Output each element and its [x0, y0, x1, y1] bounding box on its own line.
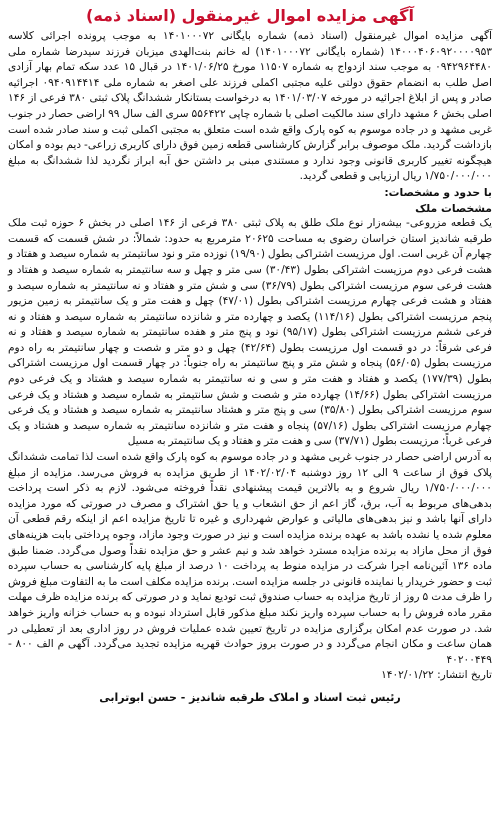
subheading-bounds: با حدود و مشخصات:	[384, 185, 492, 199]
notice-title: آگهی مزایده اموال غیرمنقول (اسناد ذمه)	[86, 6, 414, 25]
property-paragraph: یک قطعه مزروعی- بیشه‌زار نوع ملک طلق به پلاک ثبتی ۳۸۰ فرعی از ۱۴۶ اصلی در بخش ۶ حوزه ثبت ملک طرقبه شاندیز استان خراسان رضوی به مساحت ۲۰۶۲۵ مترمربع به حدود: شمالاً: در شش قسمت که قسمت چهارم آن غربی است. اول مرزیست اشتراکی بطول (۱۹/۹۰) نوزده متر و نود سانتیمتر به شماره سیصد و هفتاد و هشت فرعی دوم مرزیست اشتراکی بطول (۳۰/۴۳) سی متر و چهل و سه سانتیمتر به شماره سیصد و هفتاد و هشت فرعی سوم مرزیست اشتراکی بطول (۳۶/۷۹) سی و شش متر و هفتاد و نه سانتیمتر به شماره سیصد و هفتاد و هشت فرعی چهارم مرزیست اشتراکی بطول (۴۷/۰۱) چهل و هفت متر و یک سانتیمتر به زمین مزیور پنجم مرزیست اشتراکی بطول (۱۱۴/۱۶) یکصد و چهارده متر و شانزده سانتیمتر به شماره سیصد و هفتاد و نه فرعی ششم مرزیست اشتراکی بطول (۹۵/۱۷) نود و پنج متر و هفده سانتیمتر به شماره سیصد و هفتاد و نه فرعی شرقاً: در دو قسمت اول مرزیست بطول (۴۲/۶۴) چهل و دو متر و شصت و چهار سانتیمتر به راه دوم مرزیست بطول (۵۶/۰۵) پنجاه و شش متر و پنج سانتیمتر به راه جنوباً: در چهار قسمت اول مرزیست اشتراکی بطول (۱۷۷/۳۹) یکصد و هفتاد و هفت متر و سی و نه سانتیمتر به شماره سیصد و هشتاد و یک فرعی دوم مرزیست اشتراکی بطول (۱۴/۶۶) چهارده متر و شصت و شش سانتیمتر به شماره سیصد و هشتاد و یک فرعی سوم مرزیست اشتراکی بطول (۳۵/۸۰) سی و پنج متر و هشتاد سانتیمتر به شماره سیصد و هشتاد و یک فرعی چهارم مرزیست اشتراکی بطول (۵۷/۱۶) پنجاه و هفت متر و شانزده سانتیمتر به شماره سیصد و هشتاد و یک فرعی غرباً: مرزیست بطول (۳۷/۷۱) سی و هفت متر و هفتاد و یک سانتیمتر به مسیل	[8, 217, 493, 448]
title-bar	[8, 6, 492, 25]
signature-line: رئیس ثبت اسناد و املاک طرقبه شاندیز - حسن ابوترابی	[99, 690, 401, 704]
intro-paragraph: آگهی مزایده اموال غیرمنقول (اسناد ذمه) شماره بایگانی ۱۴۰۱۰۰۰۷۲ به موجب پرونده اجرائی کلاسه ۱۴۰۰۰۴۰۶۰۹۲۰۰۰۰۹۵۳ (شماره بایگانی ۱۴۰۱۰۰۰۷۲) له خانم بنت‌الهدی میزبان فرزند سیدرضا شماره ملی ۰۹۴۲۹۶۴۴۸۰ به موجب سند ازدواج به شماره ۱۱۵۰۷ مورخ ۱۴۰۱/۰۶/۲۵ در قبال ۱۵ عدد سکه تمام بهار آزادی اصل طلب به انضمام حقوق دولتی علیه مجتبی اکملی فرزند علی اصغر به شماره ملی ۰۹۴۰۹۱۴۴۱۴ اجرائیه صادر و پس از ابلاغ اجرائیه در مورخه ۱۴۰۱/۰۳/۰۷ به درخواست بستانکار ششدانگ پلاک ثبتی ۳۸۰ فرعی از ۱۴۶ اصلی بخش ۶ مشهد دارای سند مالکیت اصلی با شماره چاپی ۵۵۶۴۲۲ سری الف سال ۹۹ اراضی حصار در جنوب غربی مشهد و در جاده موسوم به کوه پارک واقع شده است متعلق به مجتبی اکملی ثبت و سند صادر شده است بازداشت گردید. ملک موصوف برابر گزارش کارشناسی قطعه زمین فوق دارای کاربری زراعی- دیم بوده و امکان هیچگونه تغییر کاربری قانونی وجود ندارد و مستندی مبنی بر داشتن حق آبه ابراز نگردید لذا ششدانگ به مبلغ ۱/۷۵۰/۰۰۰/۰۰۰ ریال ارزیابی و قطعی گردید.	[8, 30, 492, 183]
subheading-property: مشخصات ملک	[415, 201, 492, 215]
publish-date: تاریخ انتشار: ۱۴۰۲/۰۱/۲۲	[381, 669, 492, 682]
auction-paragraph: به آدرس اراضی حصار در جنوب غربی مشهد و در جاده موسوم به کوه پارک واقع شده است لذا تمامت ششدانگ پلاک فوق از ساعت ۹ الی ۱۲ روز دوشنبه ۱۴۰۲/۰۲/۰۴ از طریق مزایده به فروش می‌رسد. مزایده از مبلغ ۱/۷۵۰/۰۰۰/۰۰۰ ریال شروع و به بالاترین قیمت پیشنهادی نقداً فروخته می‌شود. لازم به ذکر است پرداخت بدهی‌های مربوط به آب، برق، گاز اعم از حق انشعاب و یا حق اشتراک و مصرف در صورتی که مورد مزایده دارای آنها باشد و نیز بدهی‌های مالیاتی و عوارض شهرداری و غیره تا تاریخ مزایده اعم از اینکه رقم قطعی آن معلوم شده یا نشده باشد به عهده برنده مزایده است و نیز در صورت وجود مازاد، وجوه پرداختی بابت هزینه‌های فوق از محل مازاد به برنده مزایده مسترد خواهد شد و نیم عشر و حق مزایده نقداً وصول می‌گردد. ضمنا طبق ماده ۱۳۶ آئین‌نامه اجرا شرکت در مزایده منوط به پرداخت ۱۰ درصد از مبلغ پایه کارشناسی به حساب سپرده ثبت و حضور خریدار یا نماینده قانونی در جلسه مزایده است. برنده مزایده مکلف است ما به التفاوت مبلغ فروش را ظرف مدت ۵ روز از تاریخ مزایده به حساب صندوق ثبت تودیع نماید و در صورتی که برنده مزایده ظرف مهلت مقرر ماده فروش را به حساب سپرده واریز نکند مبلغ مذکور قابل استرداد نبوده و به حساب خزانه واریز خواهد شد. در صورت عدم امکان برگزاری مزایده در تاریخ تعیین شده عملیات فروش در روز اداری بعد از تعطیلی در همان ساعت و مکان انجام می‌گردد و در صورت بروز حوادث قهریه مزایده تجدید می‌گردد. آگهی م الف ۸۰۰ - ۴۰۲۰۰۴۴۹	[8, 451, 493, 666]
